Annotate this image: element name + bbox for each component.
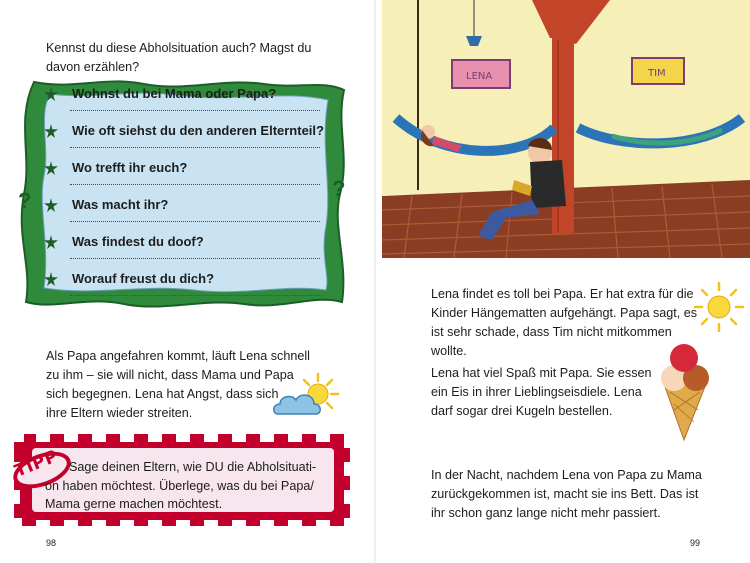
story-line: sich begegnen. Lena hat Angst, dass sich: [46, 387, 279, 401]
paragraph-line: ein Eis in ihrer Lieblingseisdiele. Lena: [431, 385, 642, 399]
question-item: [48, 82, 320, 119]
star-bullet-icon: [44, 235, 58, 249]
sign-lena: LENA: [466, 71, 493, 82]
tipp-line: [47, 458, 337, 477]
star-bullet-icon: [44, 161, 58, 175]
frame-question-mark-left: ?: [18, 188, 32, 213]
question-item: [48, 230, 320, 267]
sign-tim: TIM: [648, 68, 666, 79]
answer-line: [70, 147, 320, 148]
intro-text: [46, 39, 311, 77]
tipp-line: Mama gerne machen möchtest.: [45, 497, 223, 511]
question-item: [48, 119, 324, 156]
tipp-line: on haben möchtest. Überlege, was du bei Papa/: [45, 478, 314, 493]
sun-icon: [694, 282, 744, 332]
question-item: [48, 156, 320, 193]
frame-question-mark-right: ?: [332, 176, 346, 201]
paragraph-line: In der Nacht, nachdem Lena von Papa zu Mama: [431, 468, 702, 482]
star-bullet-icon: [44, 272, 58, 286]
paragraph-line: ist sehr schade, dass Tim nicht mitkommen: [431, 325, 672, 339]
paragraph-2: [431, 364, 652, 421]
answer-line: [70, 184, 320, 185]
question-item: [48, 267, 320, 304]
tipp-label: TIPP: [11, 446, 61, 482]
tipp-text: [47, 458, 337, 514]
story-line: ihre Eltern wieder streiten.: [46, 406, 193, 420]
paragraph-line: wollte.: [431, 344, 467, 358]
answer-line: [70, 258, 320, 259]
intro-line: Kennst du diese Abholsituation auch? Magst du: [46, 41, 312, 55]
question-text: Wohnst du bei Mama oder Papa?: [72, 86, 277, 101]
question-text: Worauf freust du dich?: [72, 271, 215, 286]
story-text: [46, 347, 310, 423]
star-bullet-icon: [44, 87, 58, 101]
ice-cream-icon: [654, 340, 716, 442]
intro-line: davon erzählen?: [46, 60, 140, 74]
star-bullet-icon: [44, 198, 58, 212]
answer-line: [70, 295, 320, 296]
paragraph-line: darf sogar drei Kugeln bestellen.: [431, 404, 613, 418]
paragraph-line: zurückgekommen ist, macht sie ins Bett. Das ist: [431, 487, 699, 501]
paragraph-3: [431, 466, 702, 523]
question-text: Wie oft siehst du den anderen Elternteil?: [72, 123, 324, 138]
story-line: zu ihm – sie will nicht, dass Mama und Papa: [46, 368, 294, 382]
question-text: Was findest du doof?: [72, 234, 204, 249]
sun-cloud-icon: [272, 372, 342, 424]
paragraph-line: ihr schon ganz lange nicht mehr passiert.: [431, 506, 661, 520]
question-list: [48, 82, 324, 304]
paragraph-line: Kinder Hängematten aufgehängt. Papa sagt, es: [431, 306, 698, 320]
answer-line: [70, 221, 320, 222]
question-text: Was macht ihr?: [72, 197, 169, 212]
question-text: Wo trefft ihr euch?: [72, 160, 188, 175]
page-number-left: 98: [46, 538, 57, 548]
tipp-line-text: Sage deinen Eltern, wie DU die Abholsituati-: [69, 460, 317, 474]
page-number-right: 99: [690, 538, 701, 548]
answer-line: [70, 110, 320, 111]
story-line: Als Papa angefahren kommt, läuft Lena schnell: [46, 349, 310, 363]
star-bullet-icon: [44, 124, 58, 138]
paragraph-line: Lena findet es toll bei Papa. Er hat extra für die: [431, 287, 694, 301]
question-item: [48, 193, 320, 230]
hammock-illustration: [382, 0, 750, 258]
paragraph-line: Lena hat viel Spaß mit Papa. Sie essen: [431, 366, 652, 380]
